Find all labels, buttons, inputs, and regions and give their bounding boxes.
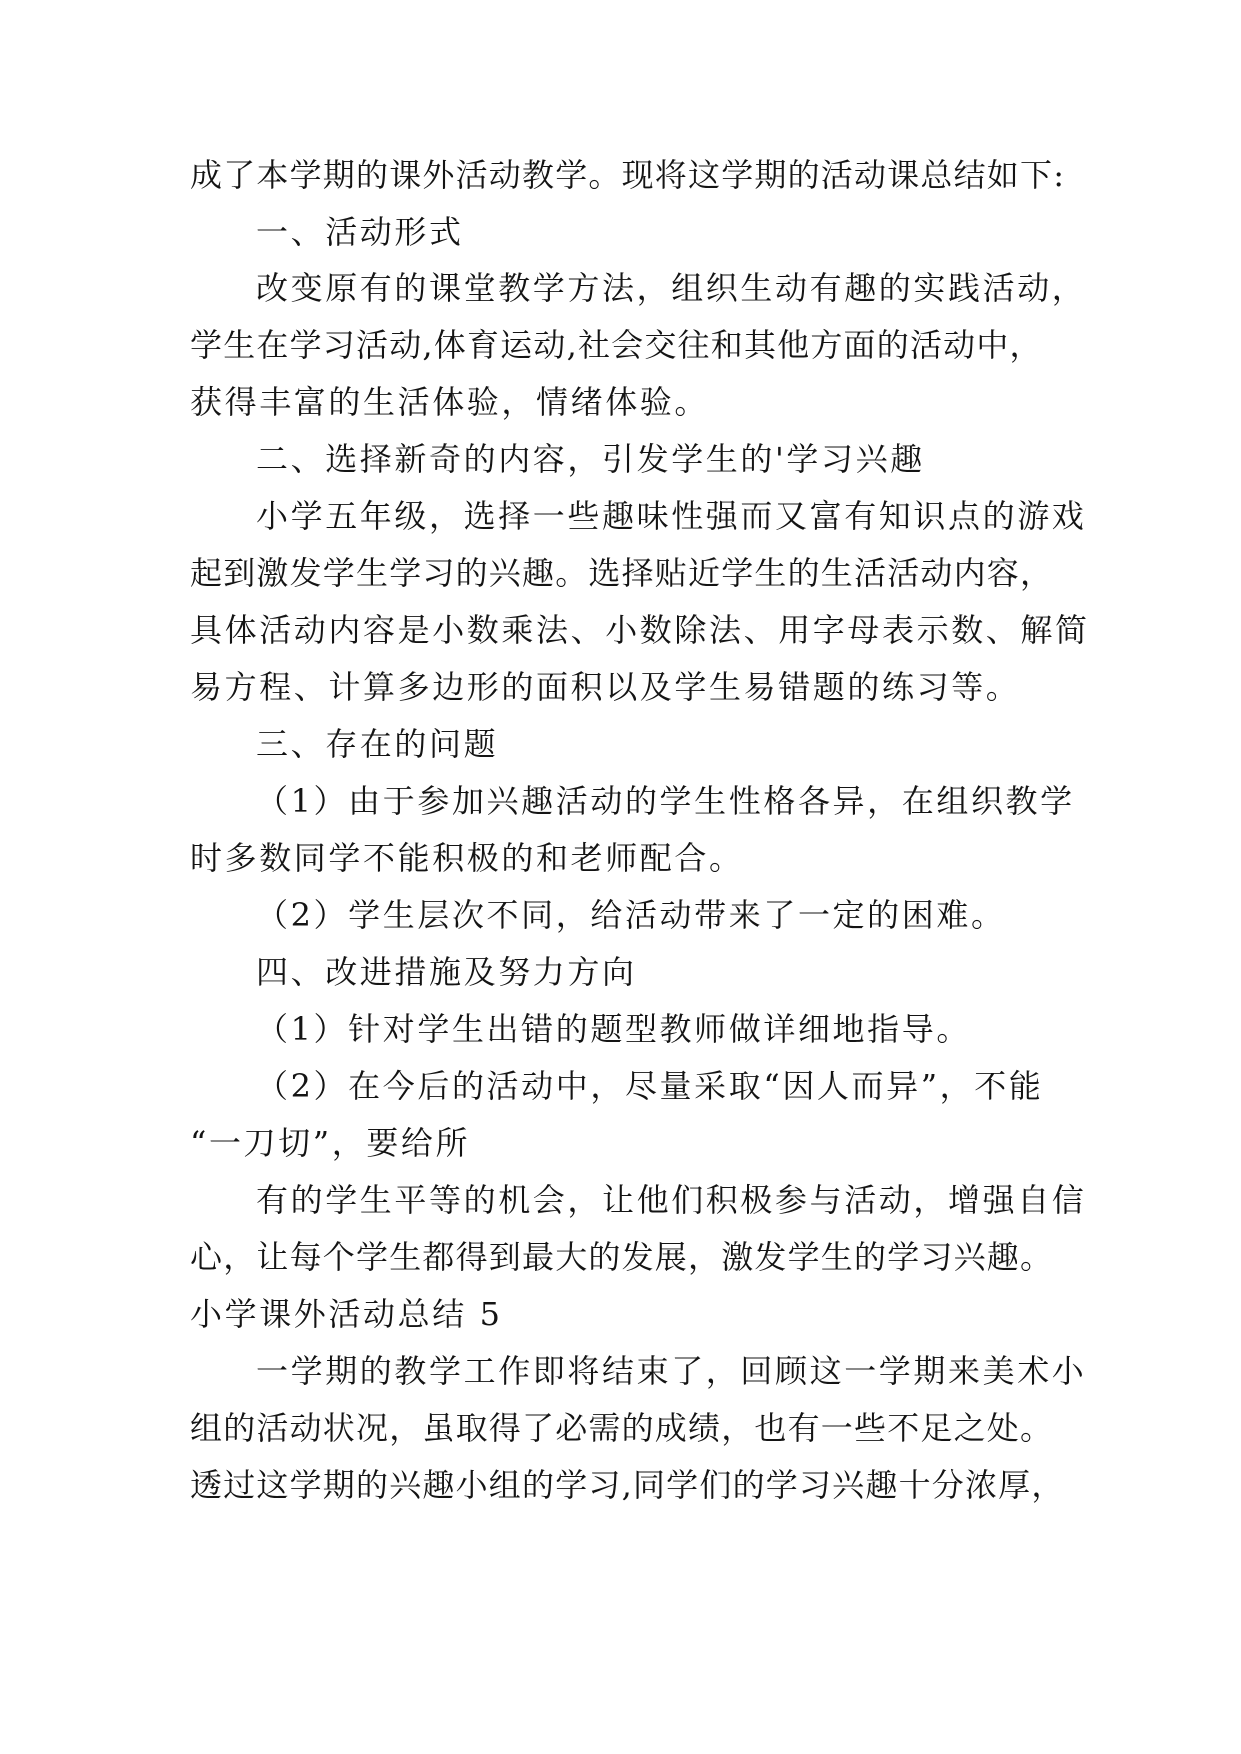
text-line-9: 具体活动内容是小数乘法、小数除法、用字母表示数、解简 [190, 611, 1090, 649]
section-heading-3: 三、存在的问题 [256, 725, 499, 763]
text-line-22: 一学期的教学工作即将结束了，回顾这一学期来美术小 [256, 1352, 1087, 1390]
text-line-24: 透过这学期的兴趣小组的学习,同学们的学习兴趣十分浓厚， [190, 1466, 1065, 1504]
section-heading-2: 二、选择新奇的内容，引发学生的'学习兴趣 [256, 440, 925, 478]
text-line-14: （2）学生层次不同，给活动带来了一定的困难。 [256, 896, 1006, 934]
text-line-10: 易方程、计算多边形的面积以及学生易错题的练习等。 [190, 668, 1021, 706]
text-line-7: 小学五年级，选择一些趣味性强而又富有知识点的游戏 [256, 497, 1087, 535]
text-line-20: 心，让每个学生都得到最大的发展，激发学生的学习兴趣。 [190, 1238, 1054, 1276]
text-line-1: 成了本学期的课外活动教学。现将这学期的活动课总结如下: [190, 156, 1066, 194]
section-title-5: 小学课外活动总结 5 [190, 1295, 503, 1333]
section-heading-4: 四、改进措施及努力方向 [256, 953, 637, 991]
text-line-3: 改变原有的课堂教学方法，组织生动有趣的实践活动， [256, 269, 1087, 307]
text-line-4: 学生在学习活动,体育运动,社会交往和其他方面的活动中， [190, 326, 1043, 364]
text-line-23: 组的活动状况，虽取得了必需的成绩，也有一些不足之处。 [190, 1409, 1054, 1447]
text-line-16: （1）针对学生出错的题型教师做详细地指导。 [256, 1010, 971, 1048]
text-line-13: 时多数同学不能积极的和老师配合。 [190, 839, 744, 877]
text-line-18: “一刀切”，要给所 [190, 1124, 471, 1162]
section-heading-1: 一、活动形式 [256, 213, 464, 251]
text-line-12: （1）由于参加兴趣活动的学生性格各异，在组织教学 [256, 782, 1075, 820]
text-line-5: 获得丰富的生活体验，情绪体验。 [190, 383, 710, 421]
text-line-17: （2）在今后的活动中，尽量采取“因人而异”，不能 [256, 1067, 1044, 1105]
text-line-19: 有的学生平等的机会，让他们积极参与活动，增强自信 [256, 1181, 1087, 1219]
text-line-8: 起到激发学生学习的兴趣。选择贴近学生的生活活动内容， [190, 554, 1054, 592]
